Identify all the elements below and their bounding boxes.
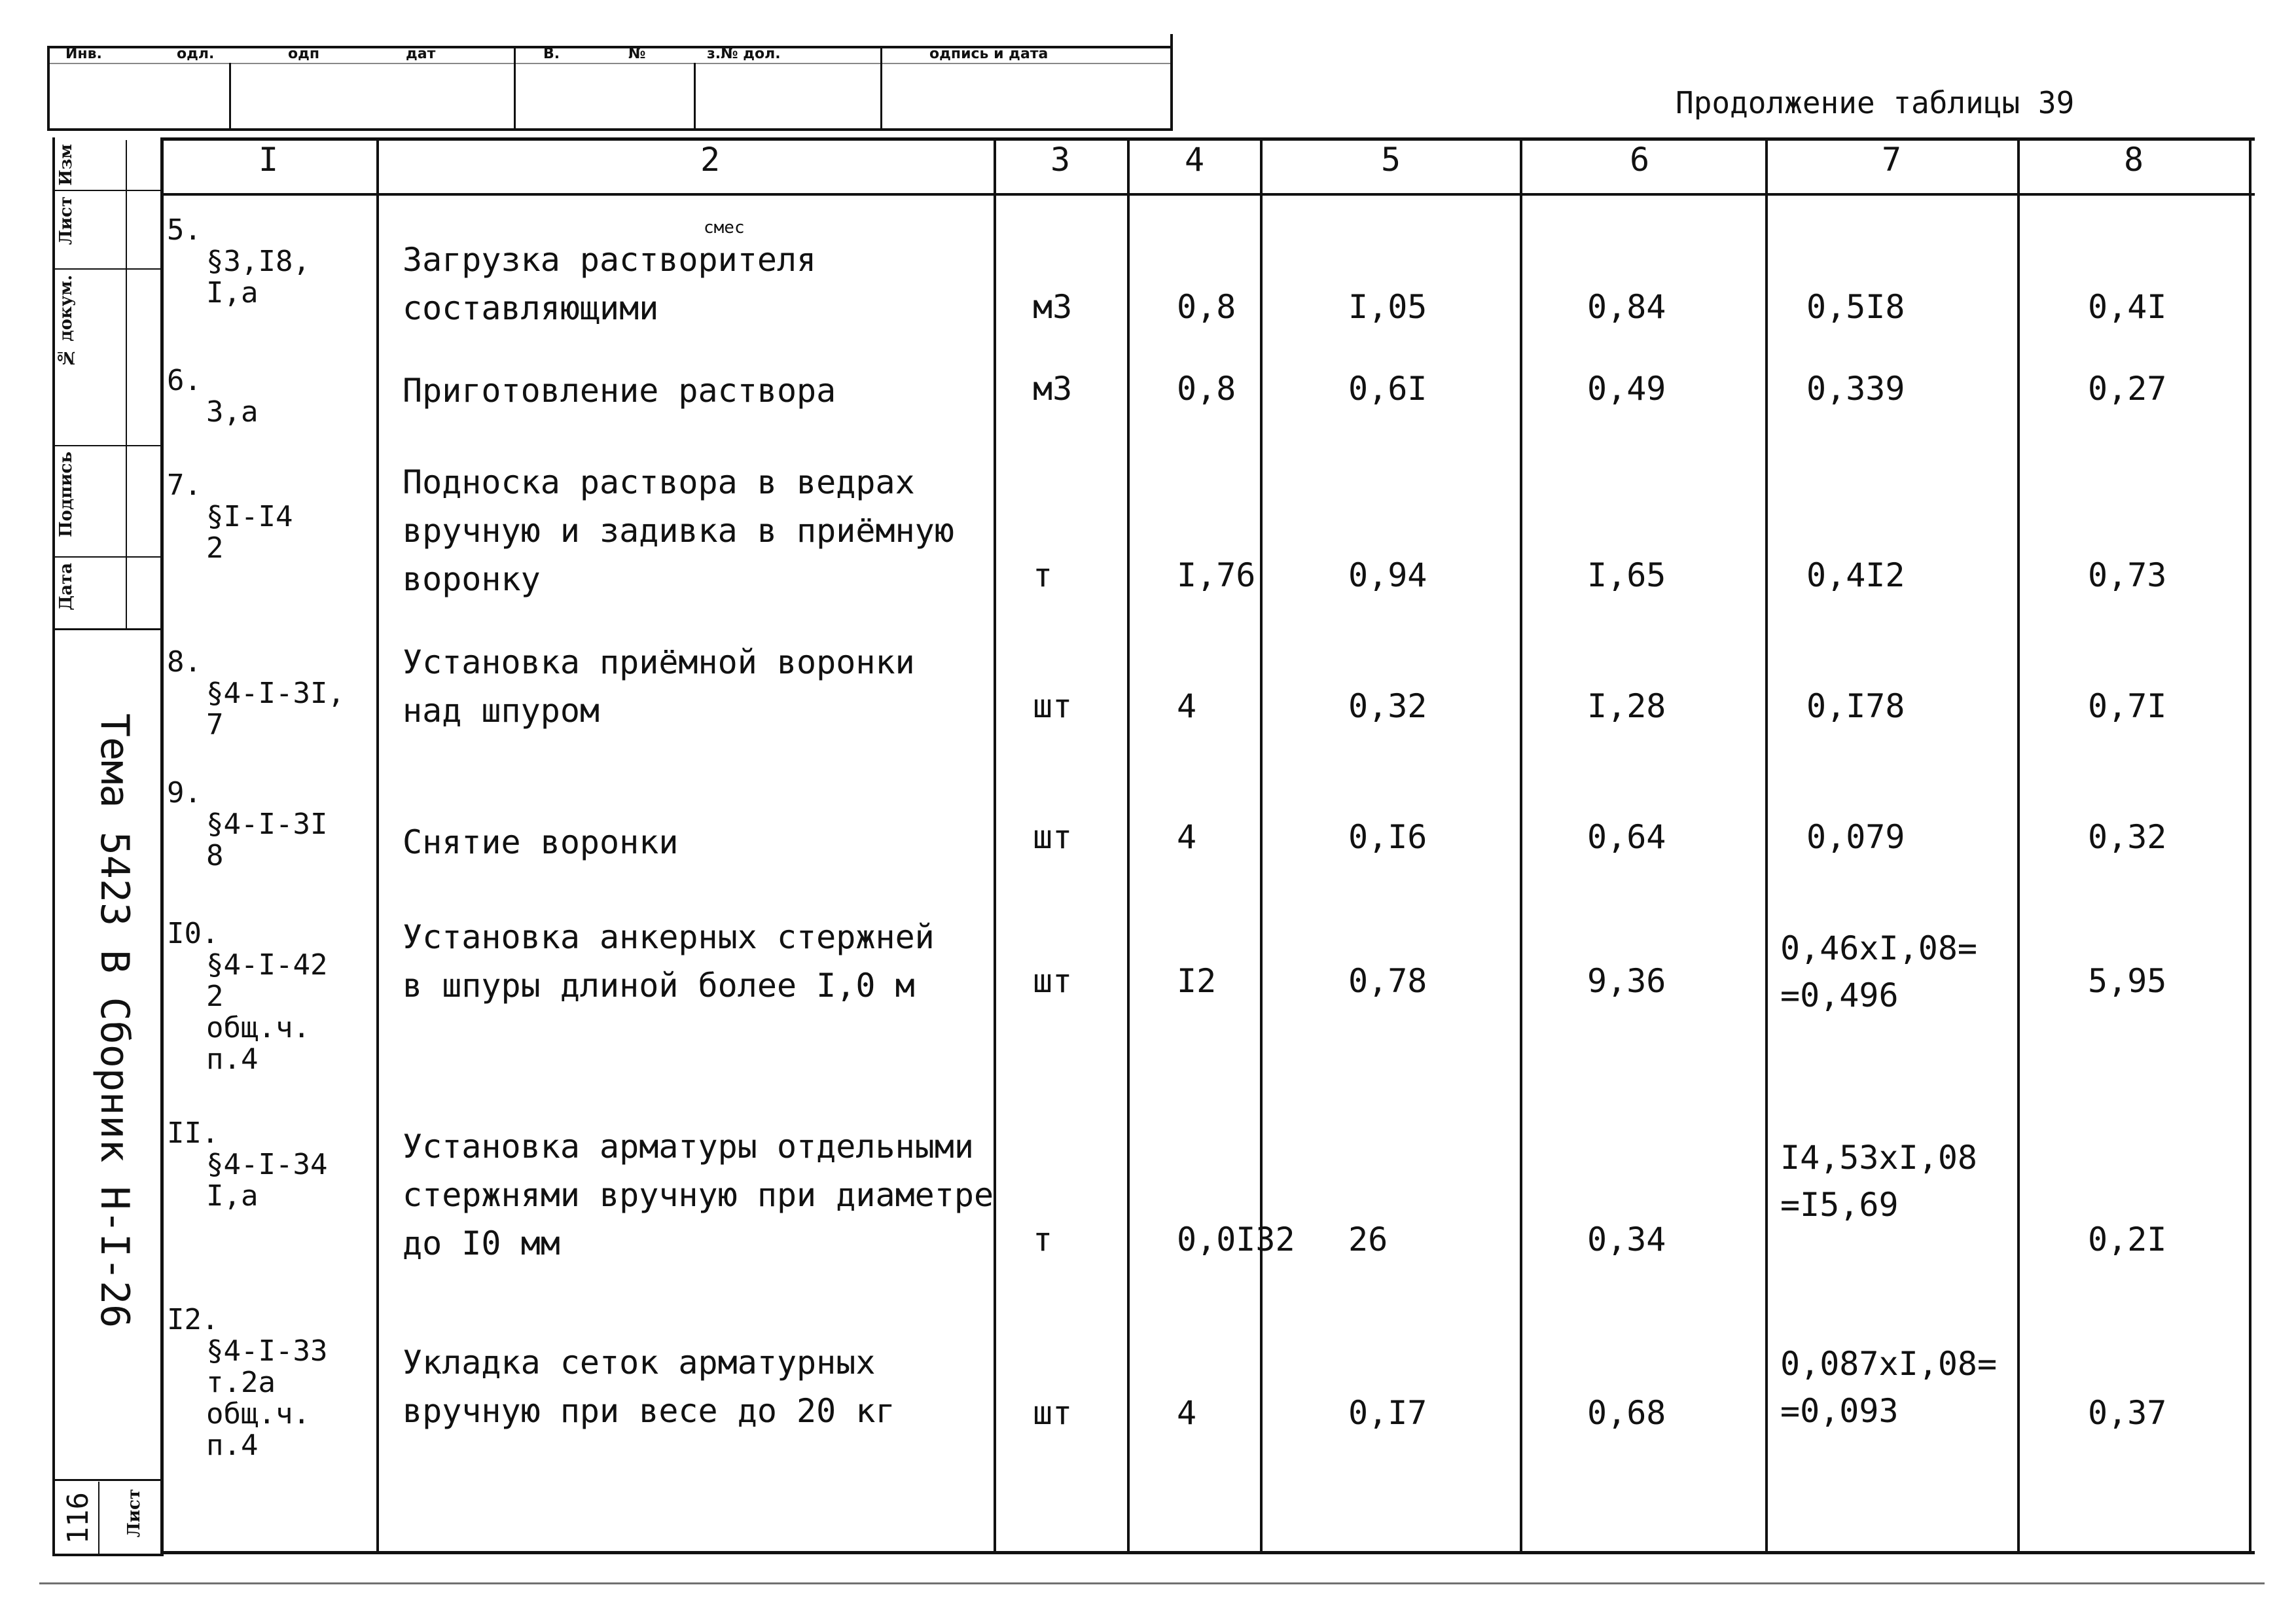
row-unit: шт	[1033, 687, 1073, 725]
row-col7-line: 0,339	[1806, 370, 1905, 408]
row-col5: 0,94	[1348, 556, 1427, 594]
row-col7-line: 0,087хI,08=	[1780, 1345, 1998, 1383]
row-col7-line: I4,53хI,08	[1780, 1139, 1978, 1177]
stamp-label-podp: одп	[288, 46, 320, 62]
row-col8: 0,4I	[2088, 288, 2167, 326]
row-ref-line: §3,I8,	[206, 245, 310, 278]
row-col8: 0,27	[2088, 370, 2167, 408]
row-col6: 0,34	[1587, 1221, 1666, 1258]
row-description-line: вручную при весе до 20 кг	[403, 1392, 895, 1430]
sheet-number: 116	[62, 1492, 95, 1544]
row-col7-line: 0,I78	[1806, 687, 1905, 725]
row-description-line: Укладка сеток арматурных	[403, 1344, 876, 1382]
row-ref-line: 7.	[167, 469, 202, 502]
row-ref-line: п.4	[206, 1429, 259, 1462]
row-col5: 0,6I	[1348, 370, 1427, 408]
row-description-line: Приготовление раствора	[403, 372, 836, 410]
row-description-line: над шпуром	[403, 692, 600, 730]
row-col6: 0,68	[1587, 1394, 1666, 1432]
row-unit: т	[1033, 1221, 1053, 1258]
row-col7-line: =0,093	[1780, 1392, 1899, 1430]
row-col4: 4	[1177, 1394, 1197, 1432]
row-col7-line: =I5,69	[1780, 1186, 1899, 1224]
stamp-label-no: №	[628, 46, 646, 62]
row-col8: 0,37	[2088, 1394, 2167, 1432]
row-unit: м3	[1033, 288, 1073, 326]
stamp-label-podpis-data: одпись и дата	[929, 46, 1049, 62]
header-col-7: 7	[1882, 141, 1902, 179]
side-label-izm: Изм	[56, 144, 76, 186]
row-col8: 0,73	[2088, 556, 2167, 594]
side-label-docnum: № докум.	[56, 275, 76, 367]
row-ref-line: I,a	[206, 276, 259, 310]
stamp-label-date: дат	[406, 46, 436, 62]
row-col5: 0,78	[1348, 962, 1427, 1000]
row-ref-line: 6.	[167, 364, 202, 397]
side-label-data: Дата	[56, 563, 76, 611]
row-description-note: смес	[704, 218, 745, 238]
row-col4: I,76	[1177, 556, 1256, 594]
row-col4: I2	[1177, 962, 1217, 1000]
row-ref-line: §4-I-3I	[206, 808, 328, 841]
row-col6: 9,36	[1587, 962, 1666, 1000]
stamp-label-vzam: з.№ дол.	[707, 46, 781, 62]
binding-text: Тема 5423 В Сборник Н-I-26	[92, 713, 137, 1329]
row-ref-line: §4-I-3I,	[206, 677, 345, 710]
side-label-podpis: Подпись	[56, 452, 76, 538]
row-col4: 0,8	[1177, 288, 1236, 326]
row-description-line: Подноска раствора в ведрах	[403, 463, 915, 501]
stamp-label-inv: Инв.	[65, 46, 102, 62]
row-col7-line: 0,079	[1806, 818, 1905, 856]
row-ref-line: 8	[206, 839, 224, 872]
row-col5: 26	[1348, 1221, 1388, 1258]
row-ref-line: I2.	[167, 1303, 219, 1336]
row-ref-line: 2	[206, 980, 224, 1013]
row-ref-line: I,a	[206, 1179, 259, 1213]
row-col8: 0,32	[2088, 818, 2167, 856]
row-ref-line: 3,a	[206, 395, 259, 429]
side-label-list: Лист	[56, 196, 76, 245]
row-description-line: Установка арматуры отдельными	[403, 1128, 974, 1166]
row-ref-line: §4-I-34	[206, 1148, 328, 1181]
row-col6: I,28	[1587, 687, 1666, 725]
row-ref-line: §I-I4	[206, 500, 293, 533]
stamp-label-v: В.	[543, 46, 560, 62]
row-col7-line: 0,5I8	[1806, 288, 1905, 326]
row-ref-line: II.	[167, 1116, 219, 1150]
row-col4: 0,0I32	[1177, 1221, 1295, 1258]
row-col6: I,65	[1587, 556, 1666, 594]
header-col-3: 3	[1050, 141, 1071, 179]
header-col-1: I	[259, 141, 279, 179]
row-col5: I,05	[1348, 288, 1427, 326]
header-col-2: 2	[700, 141, 721, 179]
row-description-line: Установка приёмной воронки	[403, 643, 915, 681]
row-ref-line: 9.	[167, 776, 202, 810]
row-unit: м3	[1033, 370, 1073, 408]
row-ref-line: 8.	[167, 645, 202, 679]
row-description-line: стержнями вручную при диаметре	[403, 1176, 994, 1214]
row-col7-line: 0,46хI,08=	[1780, 929, 1978, 967]
row-description-line: в шпуры длиной более I,0 м	[403, 967, 915, 1005]
row-ref-line: I0.	[167, 917, 219, 950]
header-col-8: 8	[2124, 141, 2144, 179]
row-ref-line: 5.	[167, 213, 202, 247]
row-col6: 0,64	[1587, 818, 1666, 856]
table-caption: Продолжение таблицы 39	[1676, 85, 2075, 120]
row-col7-line: =0,496	[1780, 976, 1899, 1014]
row-ref-line: 7	[206, 708, 224, 741]
row-col8: 5,95	[2088, 962, 2167, 1000]
row-col4: 4	[1177, 818, 1197, 856]
sheet-label: Лист	[124, 1489, 144, 1538]
row-description-line: Снятие воронки	[403, 823, 679, 861]
row-ref-line: общ.ч.	[206, 1011, 310, 1044]
row-description-line: до I0 мм	[403, 1224, 560, 1262]
row-col8: 0,7I	[2088, 687, 2167, 725]
row-ref-line: §4-I-42	[206, 948, 328, 982]
row-unit: шт	[1033, 818, 1073, 856]
row-description-line: составляющими	[403, 289, 659, 327]
header-col-5: 5	[1381, 141, 1401, 179]
stamp-label-podl: одл.	[177, 46, 215, 62]
row-ref-line: т.2а	[206, 1366, 276, 1399]
row-description-line: воронку	[403, 560, 541, 598]
row-col6: 0,49	[1587, 370, 1666, 408]
row-description-line: Установка анкерных стержней	[403, 918, 935, 956]
row-description-line: вручную и задивка в приёмную	[403, 512, 954, 550]
row-ref-line: §4-I-33	[206, 1334, 328, 1368]
row-col6: 0,84	[1587, 288, 1666, 326]
row-description-line: Загрузка растворителя	[403, 241, 817, 279]
row-unit: т	[1033, 556, 1053, 594]
row-col4: 4	[1177, 687, 1197, 725]
row-col7-line: 0,4I2	[1806, 556, 1905, 594]
row-ref-line: общ.ч.	[206, 1397, 310, 1431]
row-col4: 0,8	[1177, 370, 1236, 408]
header-col-6: 6	[1630, 141, 1650, 179]
row-unit: шт	[1033, 962, 1073, 1000]
row-unit: шт	[1033, 1394, 1073, 1432]
row-ref-line: п.4	[206, 1043, 259, 1076]
row-col5: 0,I7	[1348, 1394, 1427, 1432]
row-ref-line: 2	[206, 531, 224, 565]
header-col-4: 4	[1185, 141, 1205, 179]
row-col5: 0,I6	[1348, 818, 1427, 856]
row-col8: 0,2I	[2088, 1221, 2167, 1258]
row-col5: 0,32	[1348, 687, 1427, 725]
